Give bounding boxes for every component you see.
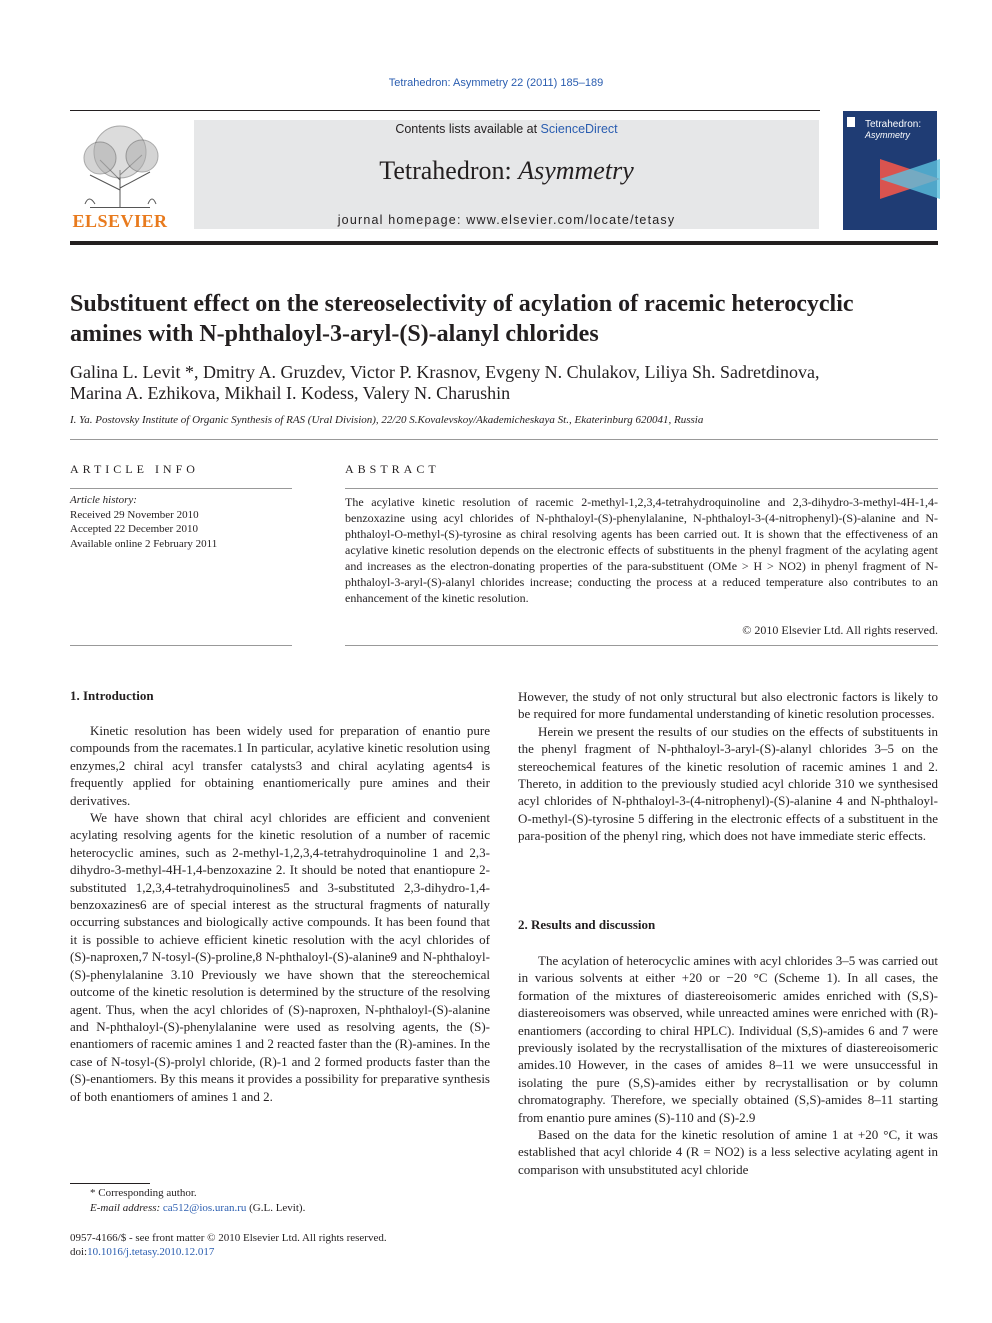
article-info-rule — [70, 488, 292, 489]
article-title: Substituent effect on the stereoselectivity of acylation of racemic heterocyclic amines with N-phthaloyl-3-aryl-(S)-alanyl chlorides — [70, 291, 854, 347]
elsevier-logo[interactable] — [70, 120, 180, 232]
article-info-bottom-rule — [70, 645, 292, 646]
cover-badge-icon — [847, 117, 855, 127]
tree-icon — [70, 120, 170, 208]
cover-title: Tetrahedron: Asymmetry — [865, 119, 922, 140]
abstract-text: The acylative kinetic resolution of racemic 2-methyl-1,2,3,4-tetrahydroquinoline and 2,3-dihydro-3-methyl-4H-1,4-benzoxazine using acyl chlorides of N-phthaloyl-(S)-phenylalanine, N-phthaloyl-3-(4-nitrophenyl)-(S)-alanine and N-phthaloyl-O-methyl-(S)-tyrosine as chiral resolving agents has been carried out. It is shown that the effectiveness of an acylative kinetic resolution depends on the electronic effects of substituents in the phenyl fragment of the acylating agent and increases as the electron-donating properties of the para-substituent (OMe > H > NO2) in phenyl fragment of N-phthaloyl-3-aryl-(S)-alanyl chlorides increase; conducting the process at a reduced temperature also contributes to an enhancement of the kinetic resolution. — [345, 495, 938, 605]
publication-info: 0957-4166/$ - see front matter © 2010 Elsevier Ltd. All rights reserved. doi:10.1016/j.tetasy.2010.12.017 — [70, 1232, 387, 1258]
paragraph: However, the study of not only structural but also electronic factors is likely to be required for more fundamental understanding of kinetic resolution processes. — [518, 689, 938, 722]
email-link[interactable]: ca512@ios.uran.ru — [162, 1202, 247, 1214]
body-column-left — [70, 722, 490, 1105]
body-column-right — [518, 688, 938, 845]
sciencedirect-link[interactable]: ScienceDirect — [540, 122, 618, 136]
cover-graphic-icon — [880, 159, 940, 199]
doi-link[interactable]: 10.1016/j.tetasy.2010.12.017 — [87, 1246, 215, 1258]
journal-name: Tetrahedron: Asymmetry — [379, 156, 634, 185]
body-column-right-results — [518, 952, 938, 1178]
abstract-heading: ABSTRACT — [345, 462, 440, 476]
journal-homepage[interactable]: journal homepage: www.elsevier.com/locate/tetasy — [337, 213, 676, 227]
journal-citation[interactable]: Tetrahedron: Asymmetry 22 (2011) 185–189 — [388, 77, 604, 89]
footnote-rule — [70, 1183, 150, 1184]
article-info-heading: ARTICLE INFO — [70, 462, 199, 476]
section-heading-results: 2. Results and discussion — [518, 917, 656, 932]
header-rule — [70, 110, 820, 111]
article-history: Article history: Received 29 November 2010 Accepted 22 December 2010 Available online 2 February 2011 — [70, 494, 218, 550]
journal-banner — [194, 120, 819, 229]
footnote: * Corresponding author. E-mail address: ca512@ios.uran.ru (G.L. Levit). — [90, 1187, 306, 1214]
author-list: Galina L. Levit *, Dmitry A. Gruzdev, Victor P. Krasnov, Evgeny N. Chulakov, Liliya Sh. Sadretdinova, Marina A. Ezhikova, Mikhail I. Kodess, Valery N. Charushin — [70, 362, 820, 403]
paragraph: We have shown that chiral acyl chlorides are efficient and convenient acylating resolving agents for the kinetic resolution of a number of racemic heterocyclic amines, such as 2-methyl-1,2,3,4-tetrahydroquinoline 1 and 2,3-dihydro-3-methyl-4H-1,4-benzoxazine 2. It should be noted that enantiopure 2-substituted 1,2,3,4-tetrahydroquinolines5 and 3-substituted 2,3-dihydro-1,4-benzoxazines6 are of special interest as the structural fragments of naturally occurring substances and biologically active compounds. It has been found that it is possible to achieve efficient kinetic resolution with the acyl chlorides of (S)-naproxen,7 N-tosyl-(S)-proline,8 N-phthaloyl-(S)-alanine9 and N-phthaloyl-(S)-phenylalanine 3.10 Previously we have shown that the stereochemical outcome of the kinetic resolution is determined by the structure of the resolving agent. Thus, when the acyl chlorides of (S)-naproxen, N-phthaloyl-(S)-alanine and N-phthaloyl-(S)-phenylalanine were used as resolving agents, the (S)-enantiomers of racemic amines 1 and 2 reacted faster than the (R)-amines. In the case of N-tosyl-(S)-prolyl chloride, (R)-1 and 2 formed products faster than the (S)-enantiomers. By this means it provides a possibility for preparative synthesis of both enantiomers of amines 1 and 2. — [70, 810, 490, 1104]
paragraph: Based on the data for the kinetic resolution of amine 1 at +20 °C, it was established that acyl chloride 4 (R = NO2) is a less selective acylating agent in comparison with unsubstituted acyl chloride — [518, 1127, 938, 1177]
paragraph: Kinetic resolution has been widely used for preparation of enantio pure compounds from the racemates.1 In particular, acylative kinetic resolution using enzymes,2 chiral acyl transfer catalysts3 and chiral acylating agents4 is frequently applied for obtaining enantiomerically pure amines and their derivatives. — [70, 723, 490, 808]
abstract-rule — [345, 488, 938, 489]
paragraph: The acylation of heterocyclic amines with acyl chlorides 3–5 was carried out in various solvents at either +20 or −20 °C (Scheme 1). In all cases, the formation of the mixtures of diastereoisomeric amides enriched with (S,S)-diastereoisomers was observed, while unreacted amines were enriched with (R)-enantiomers (according to chiral HPLC). Individual (S,S)-amides 6 and 7 were previously isolated by the recrystallisation of the mixtures of diastereoisomeric amides.10 However, in the cases of amides 8–11 we were unsuccessful in isolating the pure (S,S)-amides either by recrystallisation or by column chromatography. Therefore, we specially obtained (S,S)-amides 8–11 starting from enantio pure amines (S)-110 and (S)-2.9 — [518, 953, 938, 1125]
contents-line: Contents lists available at ScienceDirect — [395, 122, 618, 136]
title-rule — [70, 439, 938, 440]
header-thick-rule — [70, 241, 938, 245]
affiliation: I. Ya. Postovsky Institute of Organic Synthesis of RAS (Ural Division), 22/20 S.Kovalevskoy/Akademicheskaya St., Ekaterinburg 620041, Russia — [70, 414, 704, 426]
journal-cover[interactable] — [843, 111, 937, 230]
publisher-wordmark: ELSEVIER — [72, 211, 168, 231]
abstract-copyright: © 2010 Elsevier Ltd. All rights reserved. — [742, 623, 938, 637]
abstract-bottom-rule — [345, 645, 938, 646]
paragraph: Herein we present the results of our studies on the effects of substituents in the phenyl fragment of N-phthaloyl-3-aryl-(S)-alanyl chlorides 3–5 on the stereochemical features of the kinetic resolution of racemic amines 1 and 2. Thereto, in addition to the previously studied acyl chloride 310 we synthesised acyl chlorides of N-phthaloyl-3-(4-nitrophenyl)-(S)-alanine 4 and N-phthaloyl-O-methyl-(S)-tyrosine 5 differing in the electronic effects of a substituent in the para-position of the phenyl ring, which does not have immediate steric effects. — [518, 723, 938, 844]
section-heading-introduction: 1. Introduction — [70, 688, 154, 703]
